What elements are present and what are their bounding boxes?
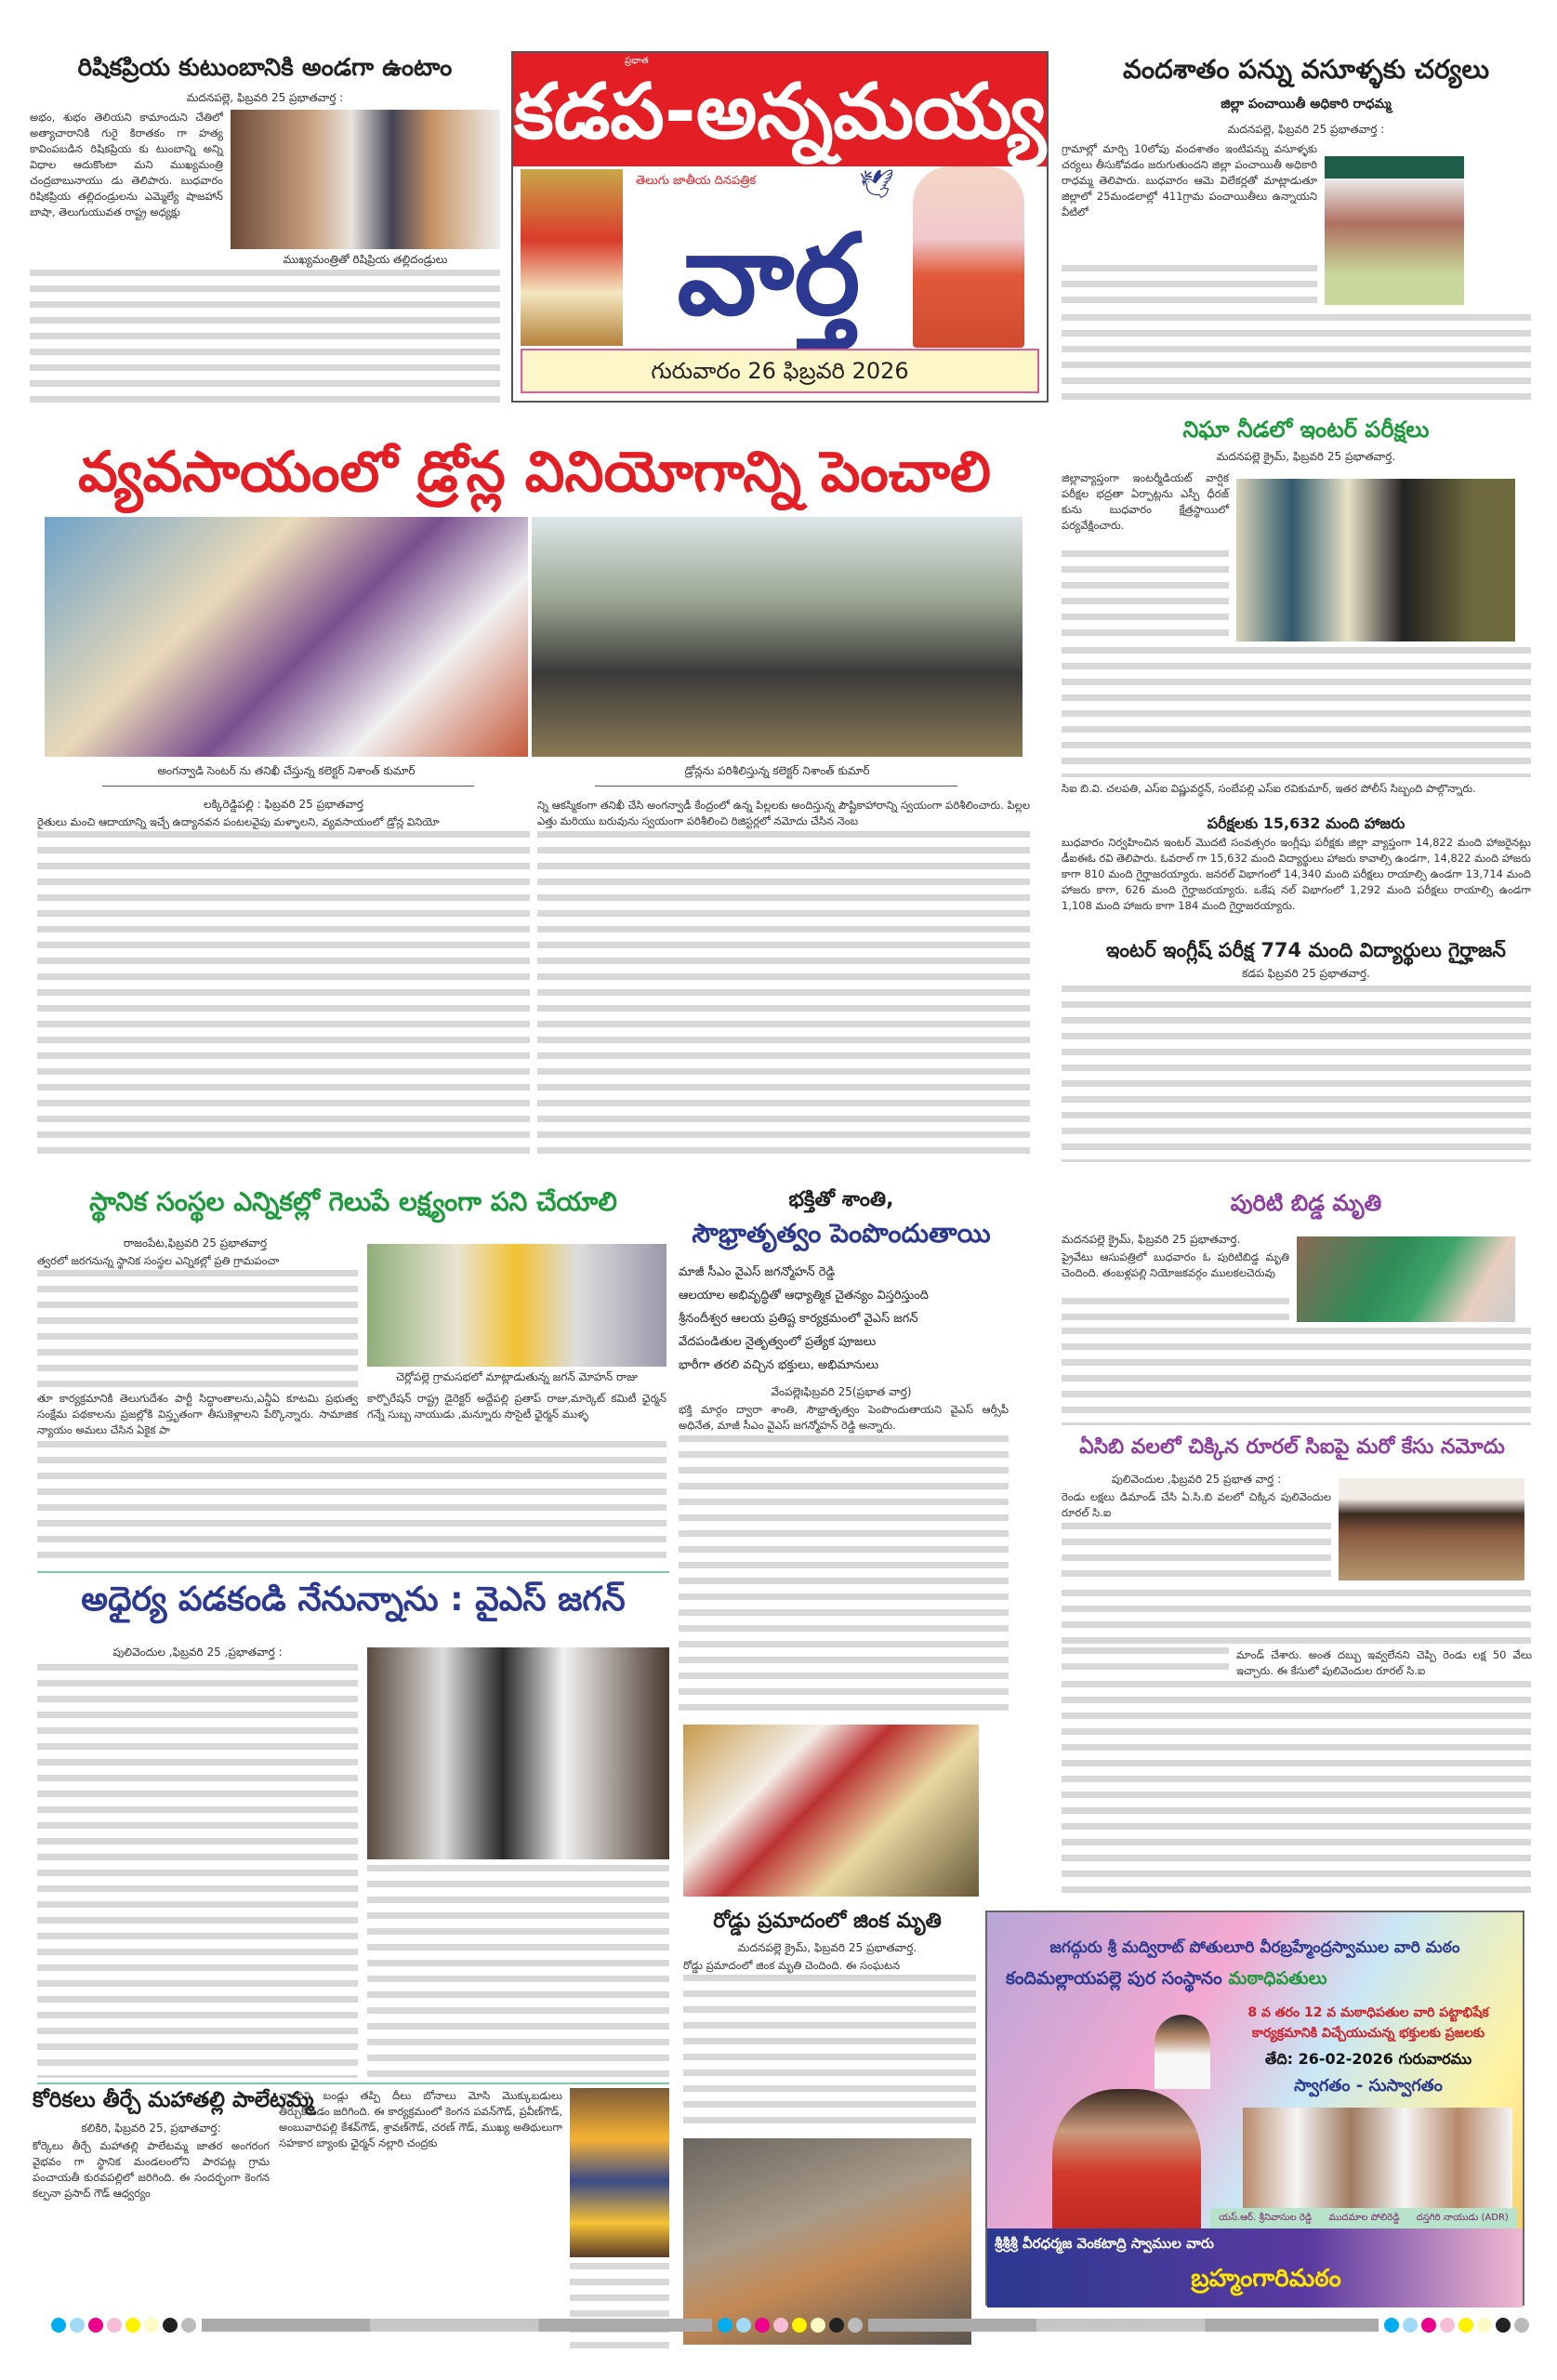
headline-bhakti: సౌభ్రాతృత్వం పెంపొందుతాయి: [692, 1218, 991, 1249]
dateline: మదనపల్లె క్రైమ్, ఫిబ్రవరి 25 ప్రభాతవార్త.: [1216, 450, 1396, 463]
masthead: [511, 51, 1049, 403]
ad-place: కందిమల్లాయపల్లె పుర సంస్థానం: [1006, 1968, 1222, 1989]
headline-paletamma: కోరికలు తీర్చే మహాతల్లి పాలేటమ్మ: [33, 2088, 314, 2112]
gray-scale-strip: [868, 2319, 1379, 2332]
article-body-continued: [1062, 985, 1531, 1162]
brand-tagline: తెలుగు జాతీయ దినపత్రిక: [636, 174, 757, 188]
article-body-continued: [537, 831, 1030, 1161]
dateline: కడప ఫిబ్రవరి 25 ప్రభాతవార్త.: [1242, 967, 1370, 980]
article-body-continued: [1062, 647, 1531, 777]
registration-dot: [718, 2318, 732, 2333]
article-body: రెండు లక్షలు డిమాండ్ చేసి ఏ.సి.బి వలలో చిక్కిన పులివెందుల రూరల్ సి.ఐ: [1062, 1490, 1331, 1519]
article-body-continued: [367, 1865, 669, 2079]
article-body-continued: [1062, 1590, 1531, 1646]
ad-title: జగద్గురు శ్రీ మద్విరాట్ పోతులూరి వీరబ్రహ్మేంద్రస్వాముల వారి మఠం: [1049, 1938, 1460, 1957]
bullet: శ్రీనందీశ్వర ఆలయ ప్రతిష్ట కార్యక్రమంలో వైఎస్ జగన్: [679, 1312, 918, 1326]
photo-cm-with-parents: [231, 110, 500, 249]
dateline: కలికిరి, ఫిబ్రవరి 25, ప్రభాతవార్త:: [81, 2122, 221, 2135]
photo-officer-radhamma: [1325, 156, 1464, 305]
ad-line: కార్యక్రమానికి విచ్చేయుచున్న భక్తులకు ప్రజలకు: [1251, 2026, 1485, 2041]
bullet: మాజీ సీఎం వైఎస్ జగన్మోహన్ రెడ్డి: [679, 1265, 836, 1279]
dateline: లక్కిరెడ్డిపల్లి : ఫిబ్రవరి 25 ప్రభాతవార్త: [203, 798, 364, 811]
article-body: రోడ్డు ప్రమాదంలో జింక మృతి చెందింది. ఈ సంఘటన: [683, 1959, 901, 1972]
dateline: రాజంపేట,ఫిబ్రవరి 25 ప్రభాతవార్త: [123, 1236, 268, 1250]
paper-name-logo: వార్త: [677, 211, 861, 340]
article-body: న్ని ఆకస్మికంగా తనిఖీ చేసి అంగన్వాడీ కేంద్రంలో ఉన్న పిల్లలకు అందిస్తున్న పౌష్టికాహారాన్ని స్వయంగా పరిశీలించారు. పిల్లల ఎత్తు మరియు బరువును స్వయంగా పరిశీలించి రిజిస్టర్లలో నమోదు చేసిన నెంబ: [537, 799, 1030, 827]
headline-tax: వందశాతం పన్ను వసూళ్ళకు చర్యలు: [1122, 54, 1490, 85]
color-swatches: [718, 2318, 863, 2333]
article-body: మాండ్ చేశారు. అంత దబ్బు ఇవ్వలేనని చెప్పి రెండు లక్ష 50 వేలు ఇచ్చారు. ఈ కేసులో పులివెందుల రూరల్ సి.ఐ: [1236, 1648, 1532, 1677]
article-body: సిఐ బి.వి. చలపతి, ఎస్ఐ విష్ణువర్ధన్, సంబేపల్లి ఎస్ఐ రవికుమార్, ఇతర పోలీస్ సిబ్బంది పాల్గొన్నారు.: [1062, 782, 1476, 795]
divider: [37, 1571, 669, 1573]
headline-jagan: అధైర్య పడకండి నేనున్నాను : వైఎస్ జగన్: [81, 1580, 626, 1619]
ad-line: 8 వ తరం 12 వ మఠాధిపతుల వారి పట్టాభిషేక: [1247, 2005, 1489, 2020]
article-body-continued: [37, 831, 530, 1161]
bullet: వేదపండితుల నైతృత్వంలో ప్రత్యేక పూజలు: [679, 1335, 877, 1349]
photo-temple-ceremony: [683, 1725, 979, 1897]
headline-local-elections: స్థానిక సంస్థల ఎన్నికల్లో గెలుపే లక్ష్యంగా పని చేయాలి: [89, 1186, 617, 1217]
registration-dot: [848, 2318, 863, 2333]
article-body: భక్తి మార్గం ద్వారా శాంతి, సౌభ్రాతృత్వం పెంపొందుతాయని వైఎస్ ఆర్సీపీ అధినేత, మాజీ సీఎం వైఎస్ జగన్మోహన్ రెడ్డి అన్నారు.: [679, 1403, 1009, 1432]
registration-dot: [773, 2318, 788, 2333]
registration-dot: [1514, 2318, 1529, 2333]
gray-scale-strip: [202, 2319, 712, 2332]
dove-icon: 🕊: [859, 168, 895, 201]
photo-drone-inspection: [532, 517, 1023, 757]
subheadline: పరీక్షలకు 15,632 మంది హాజరు: [1207, 814, 1405, 832]
registration-dot: [811, 2318, 825, 2333]
deity-image: [521, 169, 623, 346]
photo-grama-sabha: [367, 1244, 666, 1367]
article-body-continued: [1062, 1647, 1229, 1679]
photo-newborn: [1297, 1236, 1515, 1322]
dateline: వేంపల్లెఃఫిబ్రవరి 25(ప్రభాత వార్త): [771, 1385, 912, 1398]
registration-dot: [1458, 2318, 1473, 2333]
photo-anganwadi-visit: [45, 517, 528, 757]
article-body: అభం, శుభం తెలియని కామాందుని చేతిలో అత్యాచారానికి గురై కిరాతకం గా హత్య కావింపబడిన రిషికప్రియ కు టుంబాన్ని అన్ని విధాల ఆదుకొంటా మని ముఖ్యమంత్రి చంద్రబాబునాయు డు తెలిపారు. బుధవారం రిషికప్రియ తల్లిదండ్రులను ఎమ్మెల్యే షాజహాన్ బాషా, తెలుగుయువత రాష్ట్ర అధ్యక్షు: [30, 111, 223, 218]
registration-dot: [1440, 2318, 1455, 2333]
headline-newborn: పురిటి బిడ్డ మృతి: [1230, 1190, 1382, 1216]
registration-dot: [1421, 2318, 1436, 2333]
ad-sponsor-names: [1210, 2208, 1517, 2228]
registration-dot: [829, 2318, 844, 2333]
annamayya-illustration: [913, 166, 1024, 348]
photo-rural-ci: [1339, 1478, 1524, 1580]
headline-inter-english: ఇంటర్ ఇంగ్లీష్ పరీక్ష 774 మంది విద్యార్థులు గైర్హాజన్: [1105, 939, 1507, 961]
article-body-continued: [37, 1664, 358, 2078]
dateline: మదనపల్లె క్రైమ్, ఫిబ్రవరి 25 ప్రభాతవార్త.: [1062, 1233, 1241, 1246]
registration-dot: [736, 2318, 751, 2333]
article-body-continued: [683, 1975, 976, 2133]
article-body: రైతులు మంచి ఆదాయాన్ని ఇచ్చే ఉద్యానవన పంటలవైపు మళ్ళాలని, వ్యవసాయంలో డ్రోన్ల వినియో: [37, 815, 440, 828]
dateline: మదనపల్లె, ఫిబ్రవరి 25 ప్రభాతవార్త :: [1227, 123, 1385, 136]
subheadline: జిల్లా పంచాయితీ అధికారి రాధమ్మ: [1221, 97, 1392, 112]
headline-acb: ఏసిబి వలలో చిక్కిన రూరల్ సిఐపై మరో కేసు నమోదు: [1079, 1435, 1505, 1459]
photo-caption: చెర్లోపల్లె గ్రామసభలో మాట్లాడుతున్న జగన్ మోహన్ రాజు: [396, 1370, 638, 1383]
ad-subtitle: [1006, 1968, 1327, 1993]
dateline: మదనపల్లె, ఫిబ్రవరి 25 ప్రభాతవార్త :: [186, 91, 344, 104]
sponsor-name: ముదమాల పోలిరెడ్డి: [1328, 2213, 1400, 2223]
bullet: భారీగా తరలి వచ్చిన భక్తులు, అభిమానులు: [679, 1358, 879, 1372]
ad-footer-place: బ్రహ్మంగారిమఠం: [1191, 2265, 1341, 2293]
registration-dot: [1384, 2318, 1399, 2333]
photo-deer: [683, 2138, 971, 2345]
article-body: బుధవారం నిర్వహించిన ఇంటర్ మొదటి సంవత్సరం ఇంగ్లీషు పరీక్షకు జిల్లా వ్యాప్తంగా 14,822 మంది హాజరైనట్లు డీఐఈఓ రవి తెలిపారు. ఓవరాల్ గా 15,632 మంది విద్యార్థులు హాజరు కావాల్సి ఉండగా, 14,822 మంది హాజరు కాగా 810 మంది గైర్హాజరయ్యారు. జనరల్ విభాగంలో 14,340 మంది పరీక్షలు రాయాల్సి ఉండగా 13,714 మంది హాజరు కాగా, 626 మంది గైర్హాజరయ్యారు. ఒకేష నల్ విభాగంలో 1,292 మంది పరీక్షలు రాయాల్సి ఉండగా 1,108 మంది హాజరు కాగా 184 మంది గైర్హాజరయ్యారు.: [1062, 836, 1531, 912]
article-body: చాందిని బండ్లు తప్పి దీలు బోనాలు మోసి మొక్కుబడులు తీర్చుకోవడం జరిగింది. ఈ కార్యక్రమంలో కెంగన పవన్‌గౌడ్, ప్రవీణ్‌గౌడ్, అంబువారిపల్లి కేశవ్‌గౌడ్, శ్రావణ్‌గౌడ్, చరణ్ గౌడ్, ముఖ్య అతిథులుగా సహకార బ్యాంకు ఛైర్మన్ నల్లారి చంద్రకు: [279, 2089, 562, 2149]
dateline: మదనపల్లె క్రైమ్, ఫిబ్రవరి 25 ప్రభాతవార్త.: [737, 1941, 917, 1954]
registration-dot: [107, 2318, 122, 2333]
article-body: గ్రామాల్లో మార్చి 10లోపు వందశాతం ఇంటిపన్ను వసూళ్ళకు చర్యలు తీసుకోవడం జరుగుతుందని జిల్లా పంచాయితీ అధికారి రాధమ్మ తెలిపారు. బుధవారం ఆమె విలేకర్లతో మాట్లాడుతూ జిల్లాలో 25మండలాల్లో 411గ్రామ పంచాయితీలు ఉన్నాయని వీటిలో: [1062, 142, 1317, 218]
article-body-continued: [679, 1435, 1009, 1714]
ad-swami-name: శ్రీశ్రీశ్రీ వీరధర్మజ వెంకటాద్రి స్వాముల వారు: [995, 2235, 1214, 2252]
registration-dot: [51, 2318, 66, 2333]
article-body-continued: [1062, 550, 1229, 643]
sponsor-name: యస్.ఆర్. శ్రీనివాసుల రెడ్డి: [1219, 2213, 1313, 2223]
photo-caption: ముఖ్యమంత్రితో రిషిప్రియ తల్లిదండ్రులు: [283, 253, 448, 266]
divider: [595, 786, 957, 787]
issue-date: గురువారం 26 ఫిబ్రవరి 2026: [521, 349, 1039, 393]
article-body-continued: [1062, 265, 1317, 311]
headline-deer: రోడ్డు ప్రమాదంలో జింక మృతి: [713, 1910, 942, 1933]
divider: [37, 2082, 669, 2084]
headline-drones: వ్యవసాయంలో డ్రోన్ల వినియోగాన్ని పెంచాలి: [78, 440, 991, 505]
photo-sp-inspection: [1236, 479, 1515, 641]
registration-dot: [792, 2318, 807, 2333]
article-body-continued: [30, 270, 500, 404]
color-swatches: [51, 2318, 196, 2333]
bullet: ఆలయాల అభివృద్ధితో ఆధ్యాత్మిక చైతన్యం విస్తరిస్తుంది: [679, 1289, 929, 1302]
headline-kicker: భక్తితో శాంతి,: [788, 1188, 894, 1211]
photo-jagan-meeting: [367, 1647, 669, 1859]
article-body-continued: [37, 1441, 666, 1562]
article-body: కార్పొరేషన్ రాష్ట్ర డైరెక్టర్ అద్దేపల్లి ప్రతాప్ రాజు,మార్కెట్ కమిటీ ఛైర్మన్ గన్నే సుబ్బ నాయుడు ,మన్నూరు సొసైటీ ఛైర్మన్ ముళ్ళ: [367, 1392, 666, 1421]
color-registration-bar: [51, 2315, 1529, 2335]
ad-person-photo: [1155, 2015, 1210, 2089]
photo-caption: అంగన్వాడి సెంటర్ ను తనిఖీ చేస్తున్న కలెక్టర్ నిశాంత్ కుమార్: [157, 764, 416, 777]
ad-welcome: స్వాగతం - సుస్వాగతం: [1294, 2076, 1443, 2096]
registration-dot: [1403, 2318, 1418, 2333]
registration-dot: [181, 2318, 196, 2333]
article-body-continued: [37, 1270, 358, 1389]
headline-exams: నిఘా నీడలో ఇంటర్ పరీక్షలు: [1182, 416, 1430, 443]
article-body-continued: [1062, 314, 1531, 403]
registration-dot: [144, 2318, 159, 2333]
edition-name: కడప-అన్నమయ్య: [513, 68, 1047, 156]
registration-dot: [1496, 2318, 1511, 2333]
registration-dot: [1477, 2318, 1492, 2333]
headline-rishikapriya: రిషికప్రియ కుటుంబానికి అండగా ఉంటాం: [77, 54, 453, 82]
registration-dot: [125, 2318, 140, 2333]
article-body: జిల్లావ్యాప్తంగా ఇంటర్మీడియట్ వార్షిక పరీక్షల భద్రతా ఏర్పాట్లను ఎస్పీ ధీరజ్ కును బుధవారం క్షేత్రస్థాయిలో పర్యవేక్షించారు.: [1062, 471, 1229, 532]
registration-dot: [70, 2318, 85, 2333]
article-body-continued: [1062, 1298, 1289, 1326]
registration-dot: [755, 2318, 770, 2333]
registration-dot: [88, 2318, 103, 2333]
registration-dot: [163, 2318, 178, 2333]
bullet-list: [679, 1261, 1009, 1377]
ad-date: తేది: 26-02-2026 గురువారము: [1264, 2050, 1472, 2068]
ad-sponsors-photos: [1243, 2108, 1512, 2208]
sponsor-name: దస్తగిరి నాయుడు (ADR): [1416, 2213, 1509, 2223]
article-body-continued: [1062, 1328, 1531, 1425]
photo-paletamma-deity: [570, 2088, 669, 2257]
masthead-tag: ప్రభాత: [625, 56, 649, 66]
color-swatches: [1384, 2318, 1529, 2333]
article-body: ప్రైవేటు ఆసుపత్రిలో బుధవారం ఓ పురిటిబిడ్డ మృతి చెందింది. తంబళ్లపల్లి నియోజకవర్గం ములకలచెరువు: [1062, 1250, 1289, 1279]
dateline: పులివెందుల ,ఫిబ్రవరి 25 ,ప్రభాతవార్త :: [112, 1646, 283, 1659]
article-body-continued: [570, 2263, 669, 2352]
dateline: పులివెందుల ,ఫిబ్రవరి 25 ప్రభాత వార్త :: [1111, 1473, 1282, 1486]
article-body: తూ కార్యక్రమానికి తెలుగుదేశం పార్టీ సిద్ధాంతాలను,ఎన్డీఏ కూటమి ప్రభుత్వ సంక్షేమ పథకాలను ప్రజల్లోకి విస్తృతంగా తీసుకెళ్లాలని పేర్కొన్నారు. సామాజిక న్యాయం అమలు చేసిన ఏకైక పా: [37, 1392, 358, 1436]
divider: [102, 786, 474, 787]
article-body-continued: [1062, 1681, 1531, 1895]
article-body: కోర్కెలు తీర్చే మహాతల్లి పాలేటమ్మ జాతర అంగరంగ వైభవం గా స్థానిక మండలంలోని పారపట్ల గ్రామ పంచాయతీ కురవపల్లిలో జరిగింది. ఈ సందర్భంగా కెంగన కల్పనా ప్రసాద్ గౌడ్ ఆధ్వర్యం: [33, 2139, 270, 2200]
article-body-continued: [1062, 1523, 1331, 1586]
photo-caption: డ్రోన్లను పరిశీలిస్తున్న కలెక్టర్ నిశాంత్ కుమార్: [684, 764, 870, 777]
ad-heads: మఠాధిపతులు: [1228, 1968, 1327, 1989]
article-body: త్వరలో జరగనున్న స్థానిక సంస్థల ఎన్నికల్లో ప్రతి గ్రామపంచా: [37, 1254, 280, 1267]
advertisement-banner: [985, 1911, 1524, 2306]
